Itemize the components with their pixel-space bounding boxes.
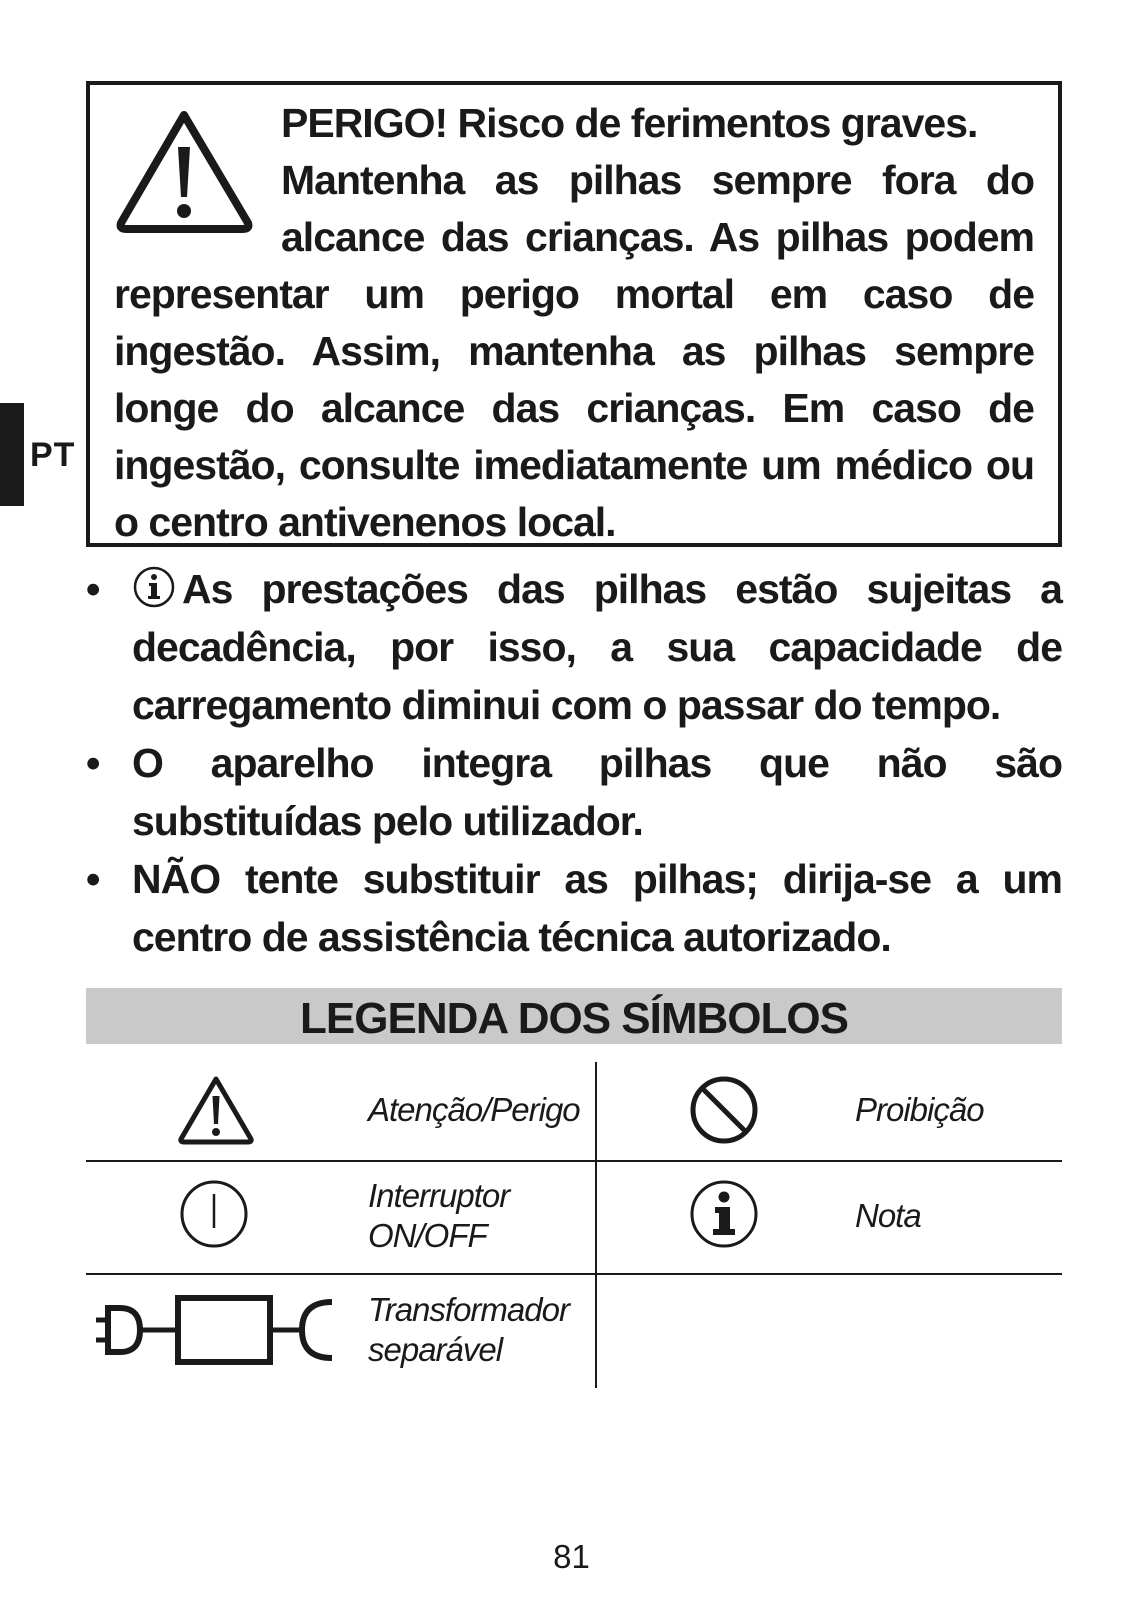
legend-label-switch-line1: Interruptor	[368, 1177, 510, 1214]
legend-label-switch-line2: ON/OFF	[368, 1217, 487, 1254]
bullet-text: NÃO tente substituir as pilhas; dirija-se a um centro de assistência técnica autorizado.	[132, 856, 1062, 960]
language-label: PT	[30, 436, 76, 474]
bullet-glyph: •	[86, 856, 100, 902]
legend-label-transformer-line1: Transformador	[368, 1291, 569, 1328]
list-item	[86, 560, 1062, 734]
prohibition-icon	[688, 1074, 760, 1146]
bullet-glyph: •	[86, 566, 100, 612]
warning-body: Mantenha as pilhas sempre fora do alcance das crianças. As pilhas podem representar um perigo mortal em caso de ingestão. Assim, mantenha as pilhas sempre longe do alcance das crianças. Em caso de ingestão, consulte imediatamente um médico ou o centro antivenenos local.	[114, 157, 1034, 545]
page-number: 81	[553, 1538, 590, 1575]
info-icon	[688, 1178, 760, 1250]
warning-title: PERIGO! Risco de ferimentos graves.	[281, 100, 978, 146]
power-switch-icon	[178, 1178, 250, 1250]
row-divider	[86, 1273, 1062, 1275]
warning-triangle-icon	[176, 1074, 256, 1146]
legend-label-transformer-line2: separável	[368, 1331, 503, 1368]
warning-triangle-icon	[112, 105, 257, 235]
battery-notes-list	[86, 560, 1062, 966]
legend-label-prohibition: Proibição	[855, 1091, 984, 1128]
legend-label-attention: Atenção/Perigo	[368, 1091, 580, 1128]
bullet-glyph: •	[86, 740, 100, 786]
bullet-text: O aparelho integra pilhas que não são substituídas pelo utilizador.	[132, 740, 1062, 844]
row-divider	[86, 1160, 1062, 1162]
legend-label-note: Nota	[855, 1197, 921, 1234]
list-item	[86, 734, 1062, 850]
info-icon	[132, 565, 176, 609]
list-item	[86, 850, 1062, 966]
column-divider	[595, 1062, 597, 1388]
language-tab-marker	[0, 403, 24, 506]
legend-title: LEGENDA DOS SÍMBOLOS	[300, 994, 848, 1043]
detachable-transformer-icon	[94, 1290, 339, 1370]
warning-box	[86, 81, 1062, 547]
bullet-text: As prestações das pilhas estão sujeitas a decadência, por isso, a sua capacidade de carregamento diminui com o passar do tempo.	[132, 566, 1062, 728]
